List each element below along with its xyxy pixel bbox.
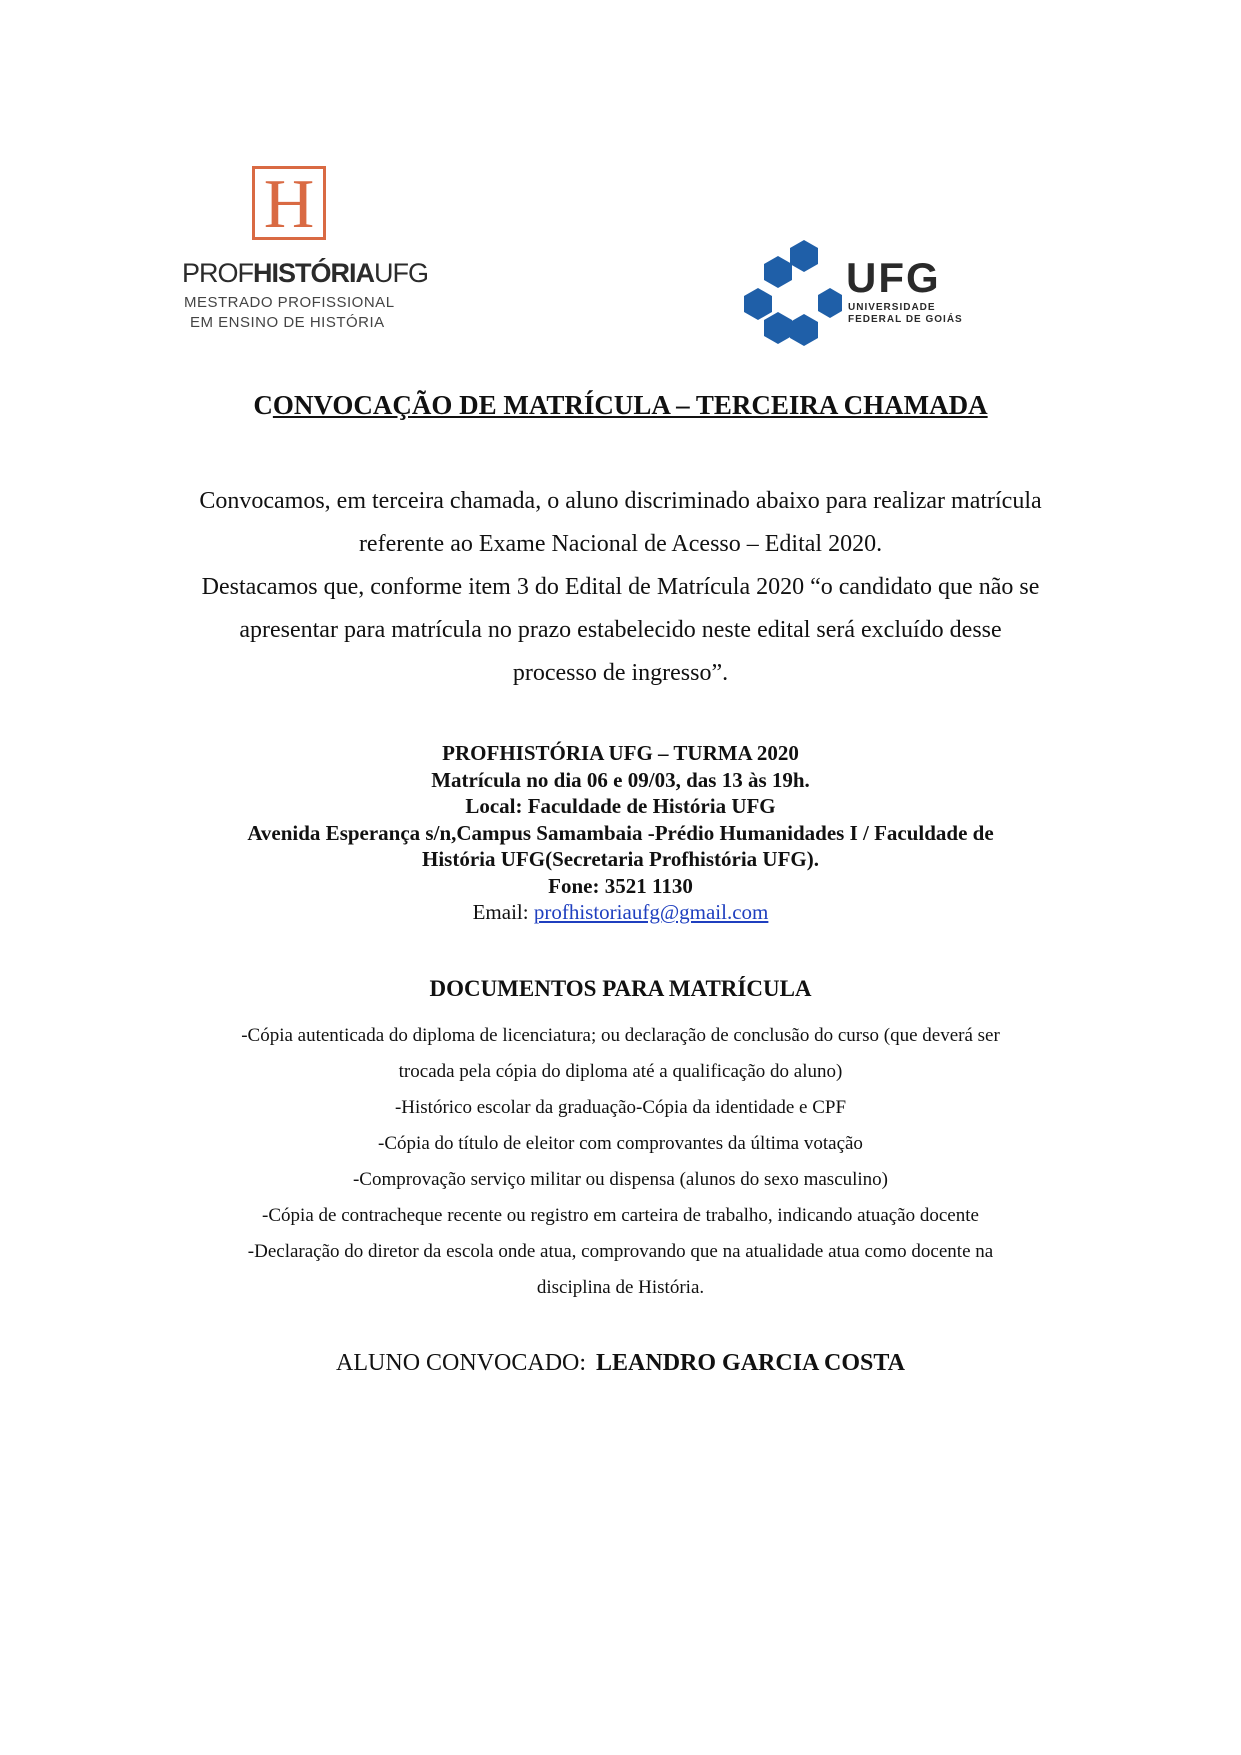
document-item: -Comprovação serviço militar ou dispensa (alunos do sexo masculino)	[352, 1169, 889, 1190]
document-item: -Histórico escolar da graduação-Cópia da identidade e CPF	[394, 1097, 847, 1118]
document-item: -Declaração do diretor da escola onde atua, comprovando que na atualidade atua como docente na	[247, 1241, 994, 1262]
ufg-acronym: UFG	[846, 254, 941, 301]
info-email-row	[0, 899, 1241, 926]
info-address-2: História UFG(Secretaria Profhistória UFG).	[422, 847, 819, 871]
profhistoria-name	[182, 258, 429, 289]
program-line-2: EM ENSINO DE HISTÓRIA	[190, 314, 385, 331]
profhistoria-name-ufg: UFG	[374, 258, 429, 288]
documents-title: DOCUMENTOS PARA MATRÍCULA	[429, 976, 812, 1001]
document-item: disciplina de História.	[536, 1277, 705, 1298]
student-called	[0, 1350, 1241, 1377]
document-item: -Cópia do título de eleitor com comprovantes da última votação	[378, 1133, 863, 1154]
email-link[interactable]: profhistoriaufg@gmail.com	[533, 900, 769, 924]
student-label: ALUNO CONVOCADO:	[336, 1350, 587, 1376]
h-emblem-icon	[252, 166, 326, 243]
profhistoria-name-historia: HISTÓRIA	[253, 258, 375, 288]
email-label: Email:	[472, 900, 534, 924]
program-line-1: MESTRADO PROFISSIONAL	[184, 294, 395, 311]
hexagon-cluster-icon	[742, 240, 842, 346]
intro-paragraph	[0, 480, 1241, 695]
info-address-1: Avenida Esperança s/n,Campus Samambaia -Prédio Humanidades I / Faculdade de	[247, 820, 994, 845]
h-emblem-letter: H	[263, 166, 315, 243]
ufg-sub-line-2: FEDERAL DE GOIÁS	[848, 314, 963, 325]
enrollment-info	[0, 740, 1241, 926]
page-title	[0, 390, 1241, 421]
student-name: LEANDRO GARCIA COSTA	[596, 1350, 905, 1376]
intro-line: Convocamos, em terceira chamada, o aluno discriminado abaixo para realizar matrícula	[199, 488, 1042, 514]
document-item: trocada pela cópia do diploma até a qualificação do aluno)	[398, 1061, 843, 1082]
title-rest: ONVOCAÇÃO DE MATRÍCULA – TERCEIRA CHAMADA	[272, 390, 988, 420]
ufg-sub-line-1: UNIVERSIDADE	[848, 302, 936, 313]
intro-line: referente ao Exame Nacional de Acesso – Edital 2020.	[358, 531, 883, 557]
profhistoria-name-prof: PROF	[182, 258, 254, 288]
documents-list	[0, 1018, 1241, 1306]
document-item: -Cópia autenticada do diploma de licenciatura; ou declaração de conclusão do curso (que deverá ser	[241, 1025, 1000, 1046]
info-date: Matrícula no dia 06 e 09/03, das 13 às 19h.	[431, 767, 810, 792]
info-location: Local: Faculdade de História UFG	[465, 794, 776, 818]
ufg-logo	[742, 240, 963, 350]
intro-line: apresentar para matrícula no prazo estabelecido neste edital será excluído desse	[239, 617, 1002, 643]
document-item: -Cópia de contracheque recente ou registro em carteira de trabalho, indicando atuação docente	[262, 1205, 979, 1226]
intro-line: processo de ingresso”.	[512, 660, 729, 686]
title-first-letter: C	[253, 390, 273, 420]
intro-line: Destacamos que, conforme item 3 do Edital de Matrícula 2020 “o candidato que não se	[201, 574, 1040, 600]
info-phone: Fone: 3521 1130	[548, 873, 693, 898]
profhistoria-logo	[182, 166, 429, 336]
info-program: PROFHISTÓRIA UFG – TURMA 2020	[442, 741, 799, 765]
